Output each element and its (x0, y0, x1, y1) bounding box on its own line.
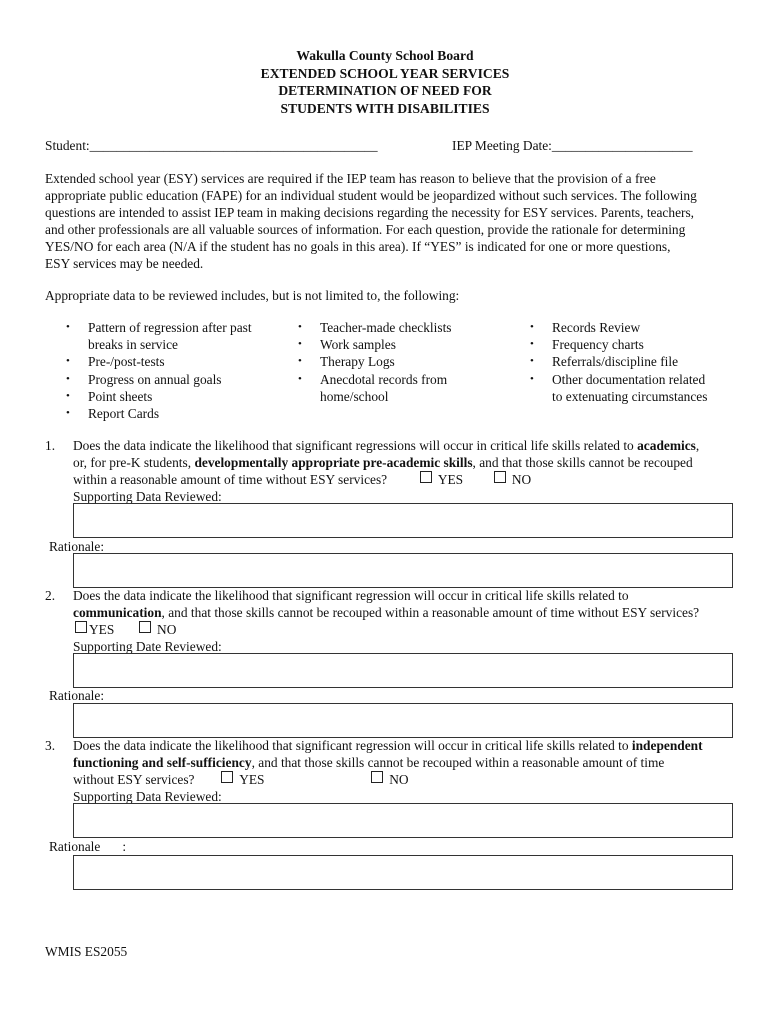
question-text-part: , and that those skills cannot be recouped within a reasonable amount of time (251, 754, 665, 770)
question-text-part: without ESY services? (73, 772, 195, 787)
question-text-part: or, for pre-K students, (73, 454, 195, 470)
question-number: 3. (45, 738, 56, 753)
supporting-data-label: Supporting Data Reviewed: (73, 488, 222, 504)
yes-checkbox[interactable] (75, 621, 87, 633)
intro-line: appropriate public education (FAPE) for an individual student would be jeopardized without such services. The following (45, 188, 697, 203)
rationale-colon: : (122, 839, 127, 854)
intro-line: ESY services may be needed. (45, 256, 204, 271)
no-label: NO (389, 772, 409, 787)
q2-rationale-label: Rationale: (49, 688, 105, 703)
question-keyword: communication (73, 604, 162, 620)
question-text-part: Does the data indicate the likelihood that significant regressions will occur in critical life skills related to (73, 438, 638, 453)
q1-supporting-data-input[interactable] (73, 503, 733, 538)
list-item: • Teacher-made checklists (298, 319, 452, 336)
rationale-text: Rationale (49, 839, 101, 854)
question-text (73, 738, 743, 805)
list-item: • Progress on annual goals (66, 371, 252, 388)
yes-label: YES (437, 472, 464, 487)
list-item: • Referrals/discipline file (530, 353, 707, 370)
question-number: 2. (45, 588, 56, 603)
question-text-part: Does the data indicate the likelihood that significant regression will occur in critical life skills related to (73, 588, 629, 603)
list-item: • Pre-/post-tests (66, 353, 252, 370)
list-item: • Point sheets (66, 388, 252, 405)
no-label: NO (157, 622, 177, 637)
question-text-part: Does the data indicate the likelihood that significant regression will occur in critical life skills related to (73, 738, 632, 753)
no-checkbox[interactable] (139, 621, 151, 633)
student-field[interactable]: Student:___________________________________________ (45, 138, 378, 153)
list-item-continued: to extenuating circumstances (552, 388, 708, 404)
list-item: • Work samples (298, 336, 452, 353)
list-item: • Anecdotal records from (298, 371, 452, 388)
supporting-data-label: Supporting Date Reviewed: (73, 638, 222, 654)
list-item: • Pattern of regression after past (66, 319, 252, 336)
list-item: • Records Review (530, 319, 707, 336)
supporting-data-label: Supporting Data Reviewed: (73, 788, 222, 804)
q1-rationale-input[interactable] (73, 553, 733, 588)
question-keyword: independent (631, 738, 703, 753)
no-checkbox[interactable] (371, 771, 383, 783)
data-intro: Appropriate data to be reviewed includes, but is not limited to, the following: (45, 288, 460, 303)
question-keyword: functioning and self-sufficiency (73, 754, 252, 770)
question-text (73, 588, 743, 655)
list-item: • Frequency charts (530, 336, 707, 353)
title-line-1: Wakulla County School Board (296, 48, 474, 63)
list-item: • Other documentation related (530, 371, 707, 388)
document-title (0, 47, 770, 117)
bullet-list-2 (298, 319, 452, 405)
intro-line: questions are intended to assist IEP team in making decisions regarding the necessity for ESY services. Parents, teachers, (45, 205, 695, 220)
question-text (73, 438, 743, 505)
question-keyword: developmentally appropriate pre-academic skills (194, 454, 473, 470)
question-keyword: academics (637, 438, 696, 453)
yes-checkbox[interactable] (221, 771, 233, 783)
yes-label: YES (89, 622, 115, 637)
intro-paragraph (45, 170, 735, 272)
intro-line: and other professionals are all valuable sources of information. For each question, provide the rationale for determining (45, 222, 686, 237)
no-label: NO (511, 472, 532, 487)
iep-meeting-date-field[interactable]: IEP Meeting Date:_____________________ (452, 138, 693, 153)
list-item-continued: home/school (320, 388, 389, 404)
list-item: • Report Cards (66, 405, 252, 422)
q3-supporting-data-input[interactable] (73, 803, 733, 838)
question-number: 1. (45, 438, 56, 453)
q2-rationale-input[interactable] (73, 703, 733, 738)
form-code: WMIS ES2055 (45, 944, 128, 959)
q3-rationale-label (49, 838, 126, 855)
no-checkbox[interactable] (494, 471, 506, 483)
title-line-4: STUDENTS WITH DISABILITIES (280, 100, 490, 116)
question-text-part: , and that those skills cannot be recouped within a reasonable amount of time without ESY services? (161, 604, 700, 620)
bullet-list-3 (530, 319, 707, 405)
intro-line: Extended school year (ESY) services are required if the IEP team has reason to believe that the provision of a free (45, 171, 656, 186)
question-text-part: , (695, 438, 700, 453)
yes-label: YES (239, 772, 265, 787)
question-text-part: , and that those skills cannot be recouped (472, 454, 693, 470)
list-item-continued: breaks in service (88, 337, 178, 353)
q1-rationale-label: Rationale: (49, 539, 105, 554)
bullet-list-1 (66, 319, 252, 422)
title-line-2: EXTENDED SCHOOL YEAR SERVICES (260, 65, 510, 81)
intro-line: YES/NO for each area (N/A if the student has no goals in this area). If “YES” is indicated for one or more questions, (45, 239, 671, 254)
title-line-3: DETERMINATION OF NEED FOR (278, 83, 492, 98)
question-text-part: within a reasonable amount of time without ESY services? (73, 472, 388, 487)
q2-supporting-data-input[interactable] (73, 653, 733, 688)
yes-checkbox[interactable] (420, 471, 432, 483)
q3-rationale-input[interactable] (73, 855, 733, 890)
list-item: • Therapy Logs (298, 353, 452, 370)
